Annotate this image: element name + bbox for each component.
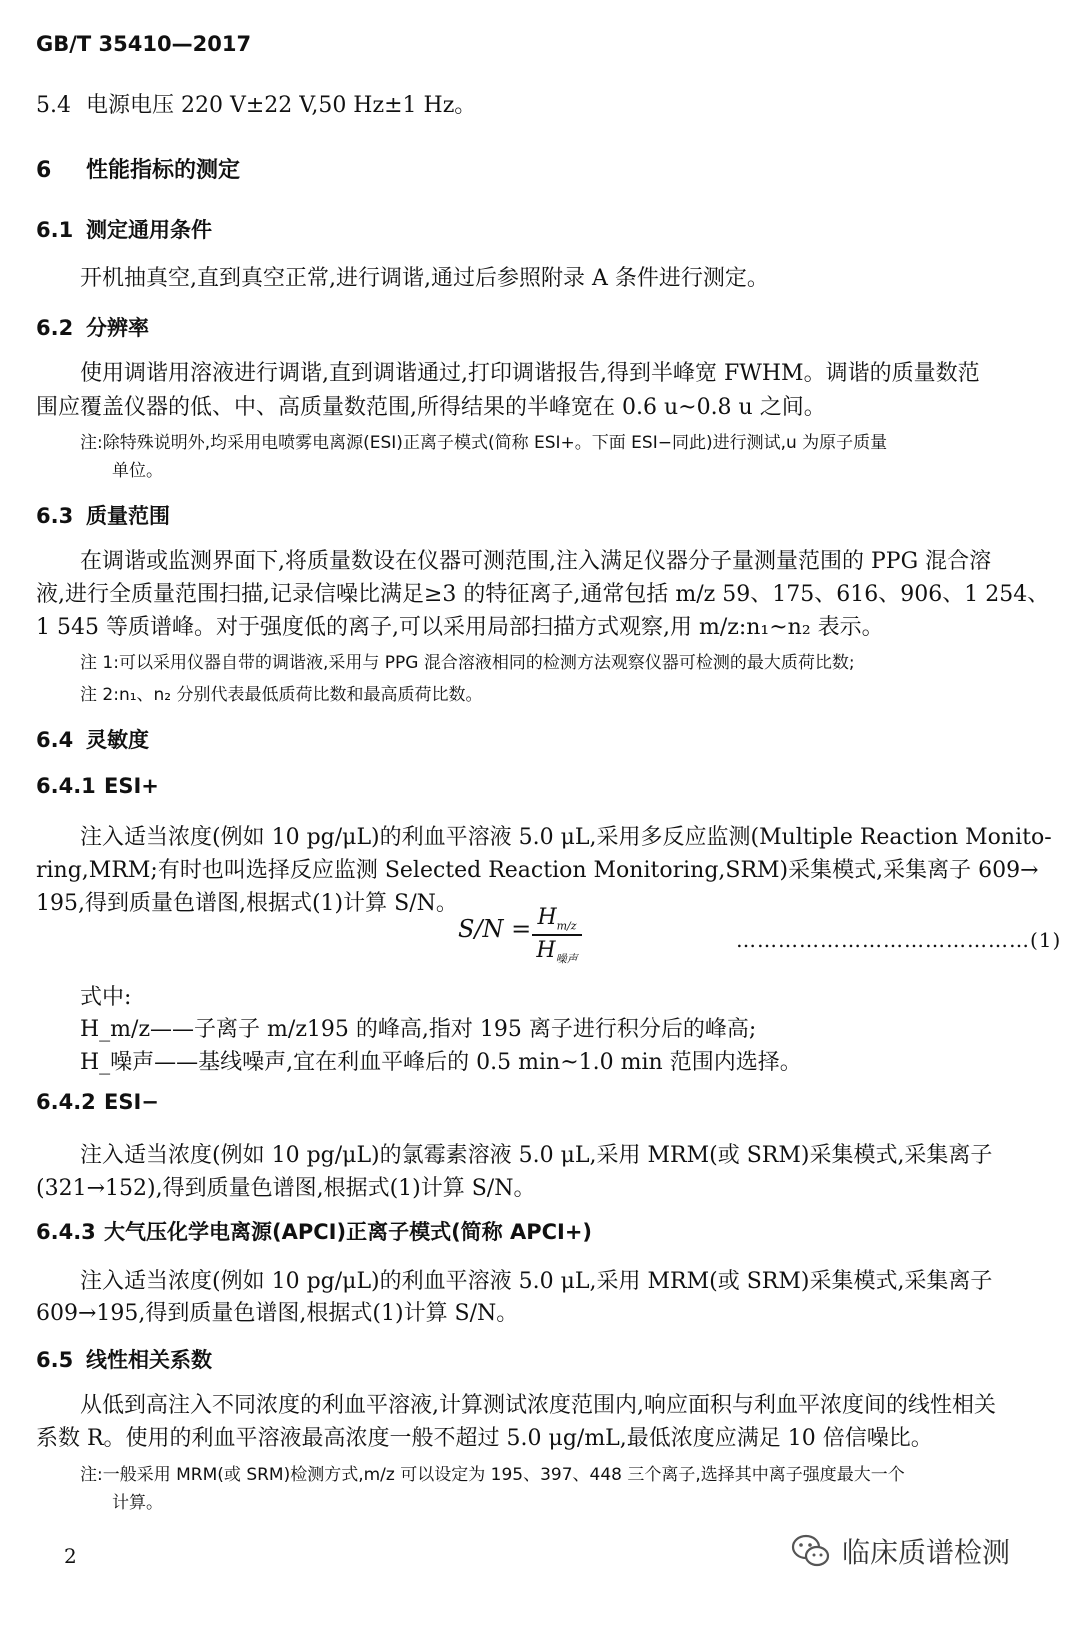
note-6-3-1: 注 1:可以采用仪器自带的调谐液,采用与 PPG 混合溶液相同的检测方法观察仪器可检测的最大质荷比数; (80, 653, 855, 673)
heading-6-4-1 (36, 774, 159, 798)
paragraph-6-4-2-line1: 注入适当浓度(例如 10 pg/μL)的氯霉素溶液 5.0 μL,采用 MRM(或 SRM)采集模式,采集离子 (80, 1143, 993, 1168)
paragraph-6-3-line1: 在调谐或监测界面下,将质量数设在仪器可测范围,注入满足仪器分子量测量范围的 PPG 混合溶 (80, 549, 992, 574)
section-title: 测定通用条件 (86, 218, 212, 242)
note-6-2-line1: 注:除特殊说明外,均采用电喷雾电离源(ESI)正离子模式(简称 ESI+。下面 ESI−同此)进行测试,u 为原子质量 (80, 433, 888, 453)
paragraph-6-1: 开机抽真空,直到真空正常,进行调谐,通过后参照附录 A 条件进行测定。 (80, 266, 769, 291)
note-6-3-2: 注 2:n₁、n₂ 分别代表最低质荷比数和最高质荷比数。 (80, 685, 483, 705)
section-number: 6.1 (36, 218, 74, 242)
section-title: 灵敏度 (86, 728, 149, 752)
heading-6-2 (36, 312, 149, 342)
heading-6-1 (36, 214, 212, 244)
paragraph-6-3-line2: 液,进行全质量范围扫描,记录信噪比满足≥3 的特征离子,通常包括 m/z 59、175、616、906、1 254、 (36, 582, 1050, 607)
heading-6-4-3 (36, 1216, 592, 1246)
formula-lhs: S/N = (458, 915, 532, 943)
formula-definition-2: H_噪声——基线噪声,宜在利血平峰后的 0.5 min~1.0 min 范围内选择。 (80, 1050, 802, 1075)
note-6-5-line2: 计算。 (112, 1493, 163, 1513)
section-number: 6.5 (36, 1348, 74, 1372)
section-title: ESI− (104, 1090, 159, 1114)
page-number: 2 (64, 1544, 77, 1568)
heading-6-4-2 (36, 1090, 159, 1114)
formula-numerator: $H_{m/z}$ (537, 905, 577, 933)
section-title: 大气压化学电离源(APCI)正离子模式(简称 APCI+) (104, 1220, 593, 1244)
paragraph-6-4-2-line2: (321→152),得到质量色谱图,根据式(1)计算 S/N。 (36, 1176, 536, 1201)
paragraph-6-4-3-line1: 注入适当浓度(例如 10 pg/μL)的利血平溶液 5.0 μL,采用 MRM(或 SRM)采集模式,采集离子 (80, 1269, 993, 1294)
watermark (790, 1530, 1010, 1572)
section-title: ESI+ (104, 774, 159, 798)
section-number: 6 (36, 158, 52, 183)
paragraph-6-5-line2: 系数 R。使用的利血平溶液最高浓度一般不超过 5.0 μg/mL,最低浓度应满足 10 倍信噪比。 (36, 1426, 933, 1451)
section-5-4 (36, 88, 476, 119)
section-title: 性能指标的测定 (86, 158, 241, 183)
section-title: 线性相关系数 (86, 1348, 212, 1372)
heading-6-4 (36, 724, 149, 754)
section-title: 质量范围 (86, 504, 170, 528)
section-number: 6.3 (36, 504, 74, 528)
paragraph-6-2-line1: 使用调谐用溶液进行调谐,直到调谐通过,打印调谐报告,得到半峰宽 FWHM。调谐的质量数范 (80, 361, 980, 386)
paragraph-6-4-1-line3: 195,得到质量色谱图,根据式(1)计算 S/N。 (36, 891, 458, 916)
section-number: 6.2 (36, 316, 74, 340)
formula-definition-1: H_m/z——子离子 m/z195 的峰高,指对 195 离子进行积分后的峰高; (80, 1017, 757, 1042)
wechat-icon (790, 1530, 832, 1572)
heading-6-5 (36, 1344, 212, 1374)
note-6-2-line2: 单位。 (112, 461, 163, 481)
formula-reference: ……………………………………(1) (736, 928, 1062, 952)
paragraph-6-5-line1: 从低到高注入不同浓度的利血平溶液,计算测试浓度范围内,响应面积与利血平浓度间的线性相关 (80, 1393, 996, 1418)
section-number: 5.4 (36, 93, 71, 118)
section-number: 6.4 (36, 728, 74, 752)
paragraph-6-4-3-line2: 609→195,得到质量色谱图,根据式(1)计算 S/N。 (36, 1301, 519, 1326)
section-text: 电源电压 220 V±22 V,50 Hz±1 Hz。 (86, 93, 477, 118)
section-title: 分辨率 (86, 316, 149, 340)
heading-6 (36, 153, 240, 184)
formula-where: 式中: (80, 985, 132, 1010)
fraction-bar (532, 934, 582, 936)
paragraph-6-4-1-line2: ring,MRM;有时也叫选择反应监测 Selected Reaction Monitoring,SRM)采集模式,采集离子 609→ (36, 858, 1039, 883)
heading-6-3 (36, 500, 170, 530)
paragraph-6-3-line3: 1 545 等质谱峰。对于强度低的离子,可以采用局部扫描方式观察,用 m/z:n₁~n₂ 表示。 (36, 615, 884, 640)
section-number: 6.4.1 (36, 774, 96, 798)
section-number: 6.4.3 (36, 1220, 96, 1244)
paragraph-6-4-1-line1: 注入适当浓度(例如 10 pg/μL)的利血平溶液 5.0 μL,采用多反应监测(Multiple Reaction Monito- (80, 825, 1052, 850)
formula-fraction (532, 905, 582, 967)
formula-denominator: $H_{噪声}$ (536, 938, 578, 966)
section-number: 6.4.2 (36, 1090, 96, 1114)
note-6-5-line1: 注:一般采用 MRM(或 SRM)检测方式,m/z 可以设定为 195、397、448 三个离子,选择其中离子强度最大一个 (80, 1465, 905, 1485)
standard-number: GB/T 35410—2017 (36, 32, 252, 56)
paragraph-6-2-line2: 围应覆盖仪器的低、中、高质量数范围,所得结果的半峰宽在 0.6 u~0.8 u 之间。 (36, 395, 826, 420)
watermark-text: 临床质谱检测 (841, 1536, 1010, 1569)
